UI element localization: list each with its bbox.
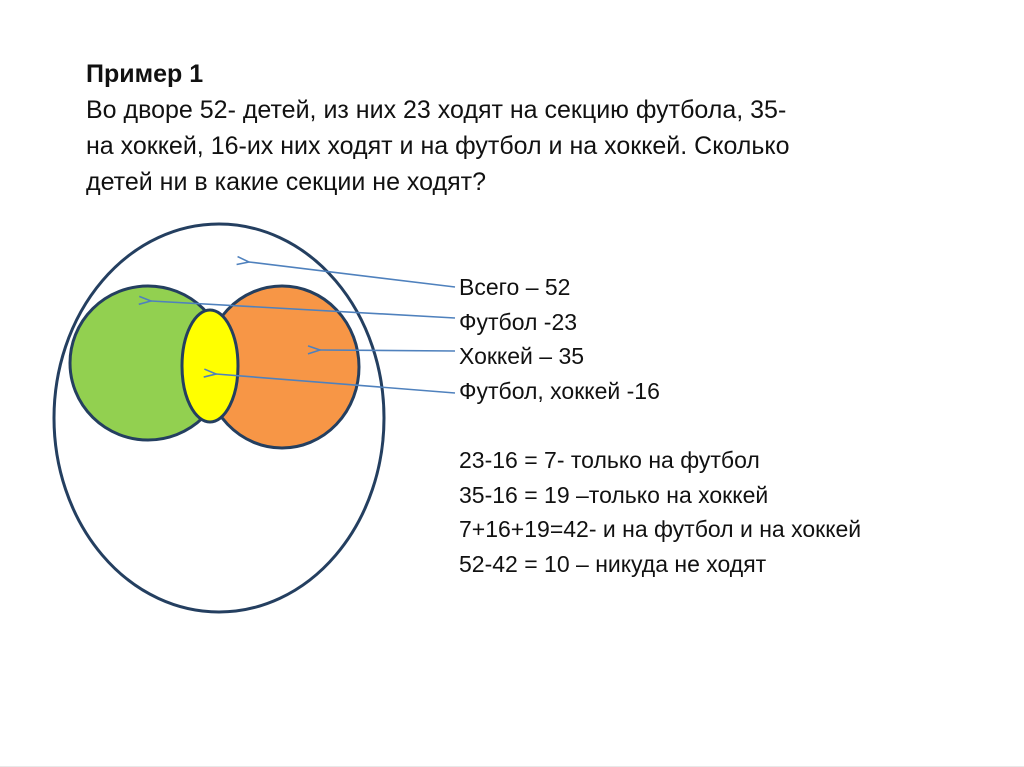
intersection-region xyxy=(182,310,238,422)
solution-step-4: 52-42 = 10 – никуда не ходят xyxy=(459,550,767,577)
problem-heading: Пример 1 xyxy=(86,60,204,88)
solution-step-1: 23-16 = 7- только на футбол xyxy=(459,447,760,473)
arrow-hockey xyxy=(320,350,455,351)
problem-line-3: детей ни в какие секции не ходят? xyxy=(86,168,486,196)
problem-line-2: на хоккей, 16-их них ходят и на футбол и на хоккей. Сколько xyxy=(86,132,790,160)
legend-hockey: Хоккей – 35 xyxy=(459,343,585,369)
legend xyxy=(459,270,959,408)
problem-line-1: Во дворе 52- детей, из них 23 ходят на секцию футбола, 35- xyxy=(86,96,787,124)
legend-football: Футбол -23 xyxy=(459,308,578,335)
legend-total: Всего – 52 xyxy=(459,274,571,300)
solution-step-3: 7+16+19=42- и на футбол и на хоккей xyxy=(459,516,862,542)
legend-both: Футбол, хоккей -16 xyxy=(459,377,660,404)
solution-step-2: 35-16 = 19 –только на хоккей xyxy=(459,481,769,508)
solution-steps xyxy=(459,443,979,581)
